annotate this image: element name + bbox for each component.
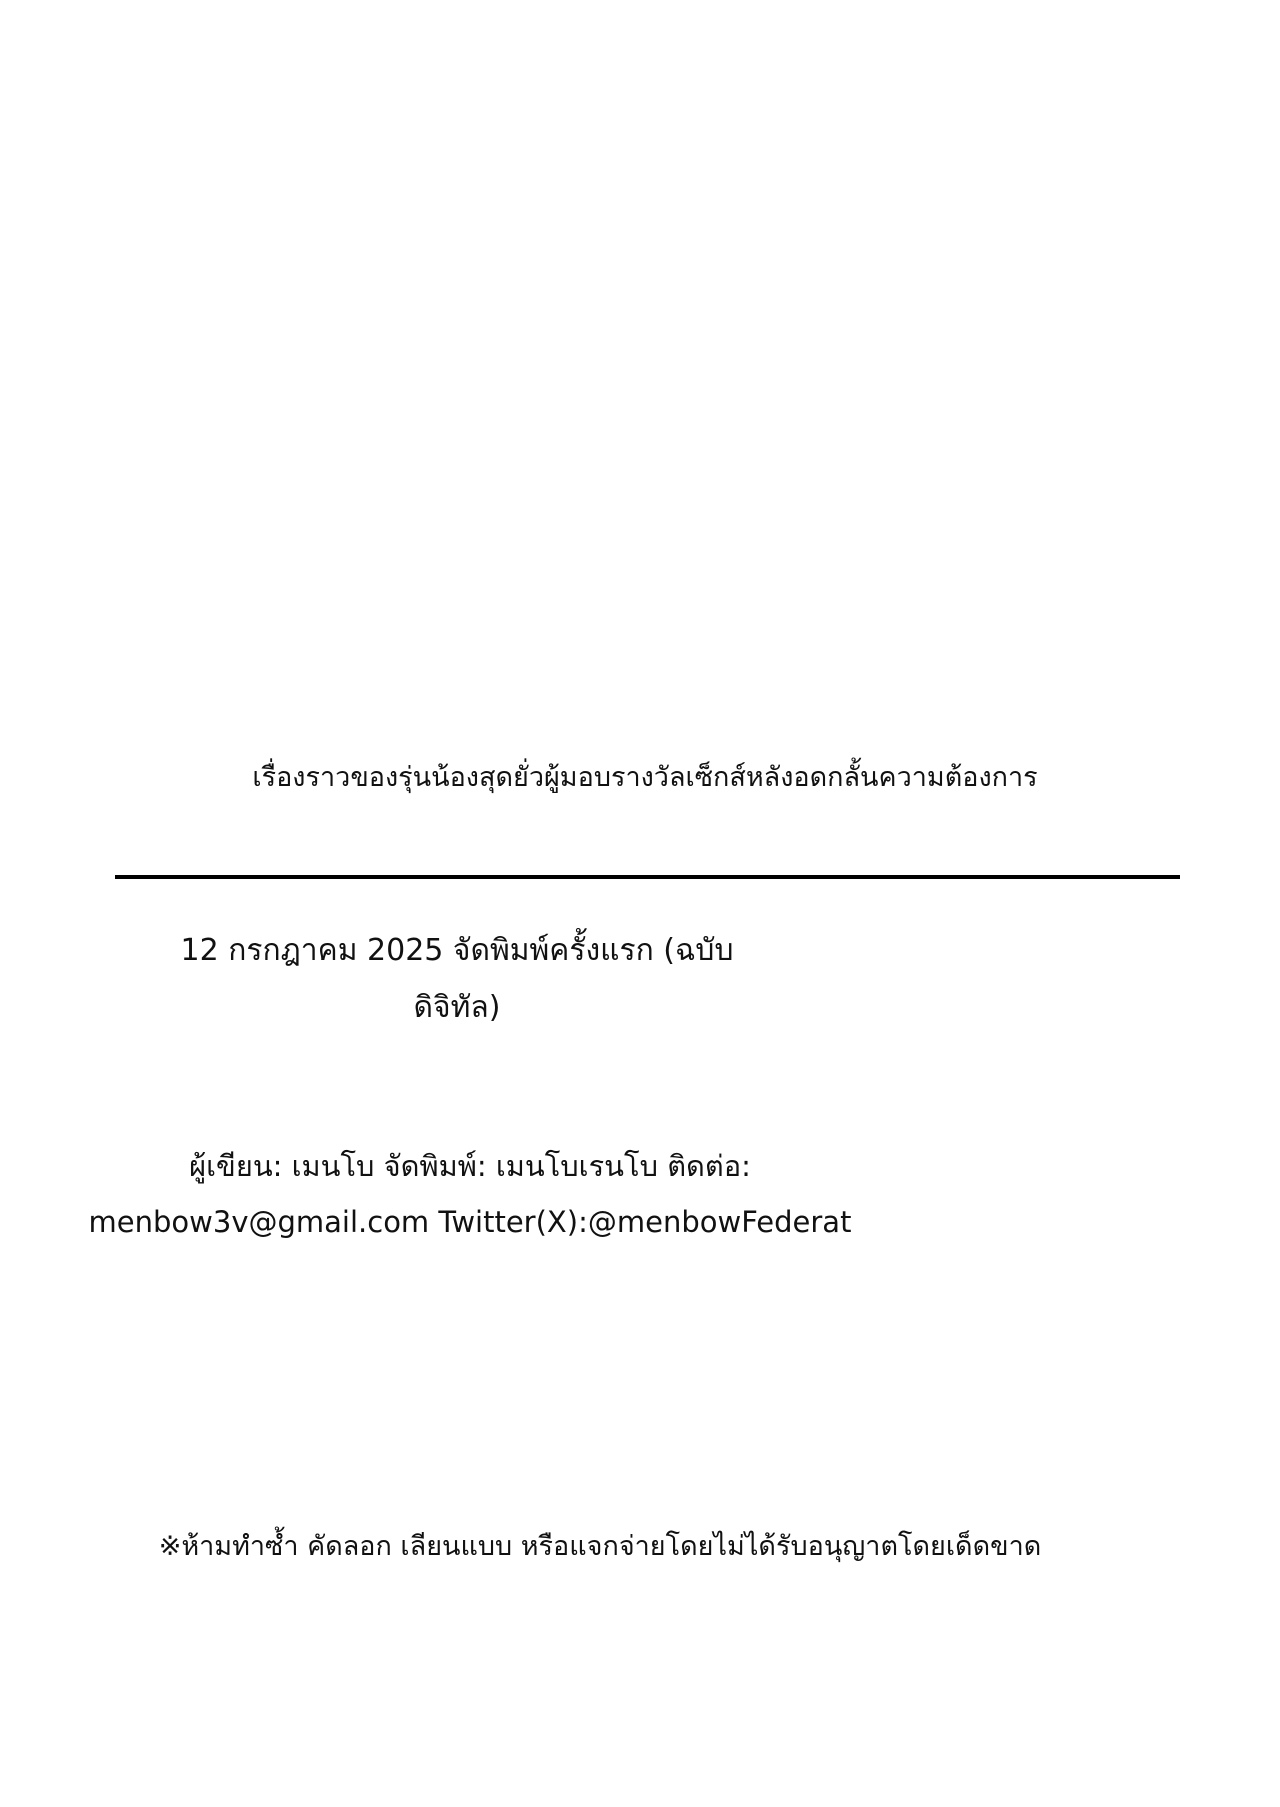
book-title: เรื่องราวของรุ่นน้องสุดยั่วผู้มอบรางวัลเซ็กส์หลังอดกลั้นความต้องการ	[252, 762, 1038, 793]
divider-line	[115, 875, 1180, 879]
contact-line: menbow3v@gmail.com Twitter(X):@menbowFederat	[88, 1205, 852, 1239]
edition-info	[118, 922, 796, 1036]
author-publisher-line: ผู้เขียน: เมนโบ จัดพิมพ์: เมนโบเรนโบ ติดต่อ:	[189, 1149, 751, 1183]
edition-format-line: ดิจิทัล)	[413, 990, 501, 1025]
copyright-notice: ※ห้ามทำซ้ำ คัดลอก เลียนแบบ หรือแจกจ่ายโดยไม่ได้รับอนุญาตโดยเด็ดขาด	[158, 1531, 1042, 1562]
credits-info	[60, 1138, 880, 1250]
edition-date-line: 12 กรกฎาคม 2025 จัดพิมพ์ครั้งแรก (ฉบับ	[180, 933, 734, 968]
